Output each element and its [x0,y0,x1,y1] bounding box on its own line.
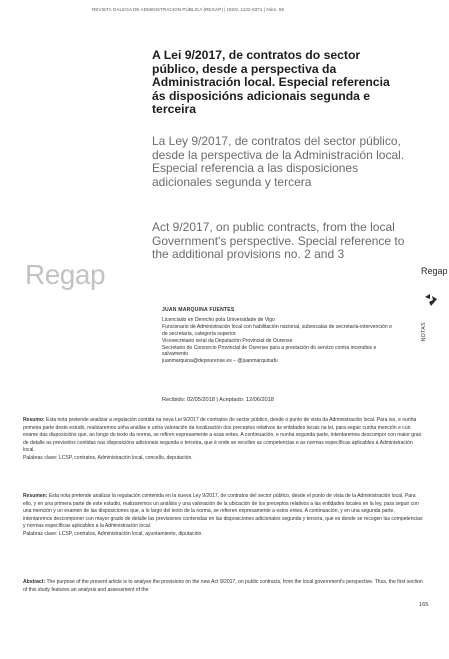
regap-logo: Regap [25,259,106,290]
title-galician: A Lei 9/2017, de contratos do sector público, desde a perspectiva da Administración local. Especial referencia ás disposicións adicionais segunda e terceira [152,48,390,117]
section-label-notas: NOTAS [421,322,427,342]
author-position: Funcionario de Administración local con habilitación nacional, subescalas de secretaría-intervención e de secretaría, categoría superior. [162,323,392,337]
regap-emblem-icon [424,293,438,307]
keywords-label: Palabras clave: [23,454,58,461]
author-role: Vicesecretario xeral da Deputación Provincial de Ourense [162,337,293,344]
title-english: Act 9/2017, on public contracts, from the local Government's perspective. Special reference to the additional provisions no. 2 and 3 [152,220,405,262]
author-secretary: Secretario do Consorcio Provincial de Ourense para a prestación do servizo contra incendios e salvamento [162,344,377,358]
abstract-text: Esta nota pretende analizar la regulación contenida en la nueva Ley 9/2017, de contratos del sector público, desde el punto de vista de la Administración local. Para ello, y en una primera parte de este estudio, realizaremos un análisis y una valoración de la ubicación de los preceptos relativos a las entidades locales en la ley, para seguir con una mención y un examen de las disposiciones que, a lo largo del texto de la norma, se refieren expresamente a estos entes. A continuación, y en una segunda parte, intentaremos descomponer con mayor grado de detalle las previsiones contenidas en las disposiciones adicionales segunda y tercera, que es donde se recogen las competencias y normas específicas aplicables a la Administración local. [23,493,423,530]
received-accepted-dates: Recibido: 02/05/2018 | Aceptado: 12/06/2018 [162,397,274,403]
keywords-label: Palabras clave: [23,530,58,537]
abstract-label: Abstract: [23,579,46,585]
abstract-spanish [23,493,425,539]
title-spanish: La Ley 9/2017, de contratos del sector público, desde la perspectiva de la Administración local. Especial referencia a las disposiciones adicionales segunda y tercera [152,134,405,189]
abstract-label: Resumen: [23,493,48,499]
keywords-text: LCSP, contratos, Administración local, ayuntamiento, diputación. [58,530,203,537]
author-name: JUAN MARQUINA FUENTES [162,307,235,313]
running-head: REVISTA GALEGA DE ADMINISTRACIÓN PÚBLICA (REGAP) | ISSN: 1132-8371 | Núm. 55 [92,7,285,12]
keywords-text: LCSP, contratos, Administración local, concello, deputación. [58,454,193,461]
author-contact[interactable]: juanmarquina@depourense.es – @juanmarquinafu [162,358,278,365]
abstract-label: Resumo: [23,417,45,423]
abstract-english [23,579,425,594]
author-block [162,307,397,365]
author-degree: Licenciado en Derecho pola Universidade de Vigo [162,316,275,323]
abstract-galician [23,417,425,463]
page-number: 165 [419,602,429,608]
side-regap-logo: Regap [421,266,448,276]
abstract-text: The purpose of the present article is to analyse the provisions on the new Act 9/2017, on public contracts, from the local government's perspective. Thus, the first section of this study features an analysis and assessment of the [23,579,423,593]
abstract-text: Esta nota pretende analizar a regulación contida na nova Lei 9/2017 de contratos do sector público, desde o punto de vista da Administración local. Para iso, e nunha primeira parte deste estudo, realizaremos unha análise e unha valoración da localización dos preceptos relativos ás entidades locais na lei, para seguir cunha mención e cun exame das disposicións que, ao longo do texto da norma, se refiren expresamente a esas entes. A continuación, e nunha segunda parte, intentaremos descompor con maior grao de detalle as previsións contidas nas disposicións adicionais segunda e terceira, que é onde se recollen as competencias e as normas específicas aplicables á Administración local. [23,417,422,454]
